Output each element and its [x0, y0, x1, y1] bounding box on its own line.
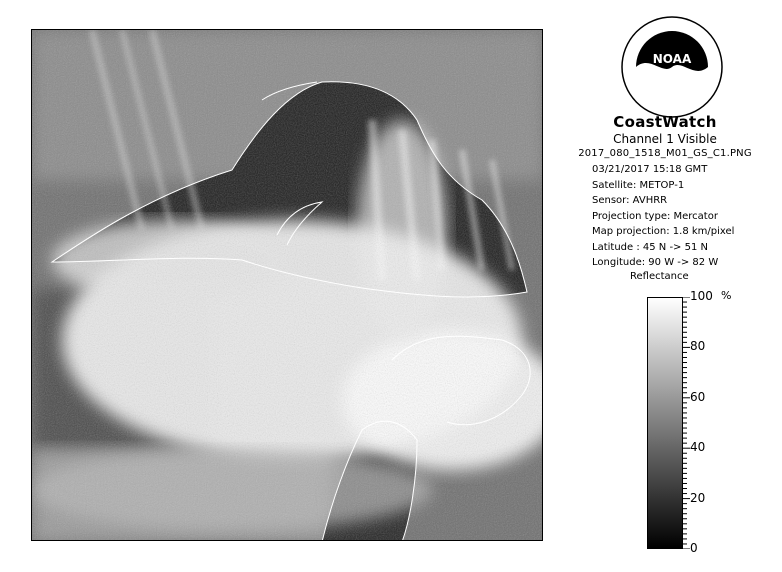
colorbar-tick-label: 20 [690, 490, 706, 505]
longitude-range: Longitude: 90 W -> 82 W [592, 257, 719, 268]
noaa-logo-text: NOAA [652, 52, 692, 66]
colorbar-tick-label: 80 [690, 339, 706, 354]
legend-unit: % [721, 289, 732, 302]
legend-title: Reflectance [630, 271, 689, 282]
satellite: Satellite: METOP-1 [592, 179, 685, 191]
filename-label: 2017_080_1518_M01_GS_C1.PNG [578, 148, 752, 159]
latitude-range: Latitude : 45 N -> 51 N [592, 241, 708, 253]
app-title: CoastWatch [613, 113, 717, 131]
reflectance-colorbar [647, 297, 683, 549]
colorbar-ticks [683, 297, 695, 549]
metadata-block [592, 162, 734, 271]
colorbar-tick-label: 60 [690, 389, 706, 404]
colorbar-tick-label: 100 [690, 289, 713, 303]
map-projection: Map projection: 1.8 km/pixel [592, 226, 735, 237]
satellite-map-svg [32, 30, 543, 541]
satellite-image [31, 29, 543, 541]
noaa-logo [620, 15, 724, 119]
datetime: 03/21/2017 15:18 GMT [592, 164, 708, 175]
colorbar-tick-label: 0 [690, 541, 698, 555]
projection-type: Projection type: Mercator [592, 210, 718, 222]
channel-label: Channel 1 Visible [613, 132, 717, 146]
colorbar-tick-label: 40 [690, 440, 706, 455]
sensor: Sensor: AVHRR [592, 195, 668, 206]
